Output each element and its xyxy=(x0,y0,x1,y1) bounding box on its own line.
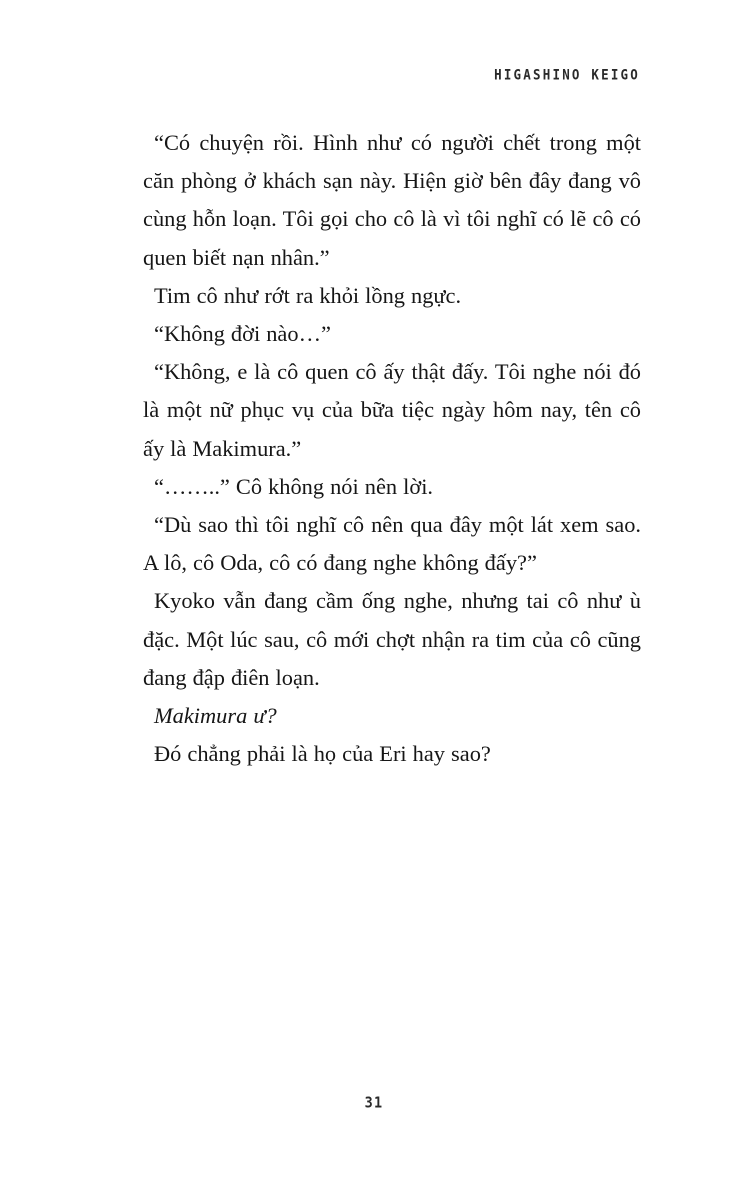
body-text-column xyxy=(143,124,641,773)
paragraph-italic: Makimura ư? xyxy=(154,703,277,729)
paragraph: Kyoko vẫn đang cầm ống nghe, nhưng tai cô như ù đặc. Một lúc sau, cô mới chợt nhận ra tim của cô cũng đang đập điên loạn. xyxy=(143,588,641,690)
paragraph: Đó chẳng phải là họ của Eri hay sao? xyxy=(154,741,491,767)
paragraph: Tim cô như rớt ra khỏi lồng ngực. xyxy=(154,282,462,308)
running-head: HIGASHINO KEIGO xyxy=(494,66,640,83)
paragraph: “Không đời nào…” xyxy=(154,321,331,347)
paragraph: “……..” Cô không nói nên lời. xyxy=(154,473,434,499)
paragraph: “Dù sao thì tôi nghĩ cô nên qua đây một lát xem sao. A lô, cô Oda, cô có đang nghe không đấy?” xyxy=(143,512,641,576)
paragraph: “Không, e là cô quen cô ấy thật đấy. Tôi nghe nói đó là một nữ phục vụ của bữa tiệc ngày hôm nay, tên cô ấy là Makimura.” xyxy=(143,359,641,461)
page-number: 31 xyxy=(364,1094,384,1112)
paragraph: “Có chuyện rồi. Hình như có người chết trong một căn phòng ở khách sạn này. Hiện giờ bên đây đang vô cùng hỗn loạn. Tôi gọi cho cô là vì tôi nghĩ có lẽ cô có quen biết nạn nhân.” xyxy=(143,130,641,270)
